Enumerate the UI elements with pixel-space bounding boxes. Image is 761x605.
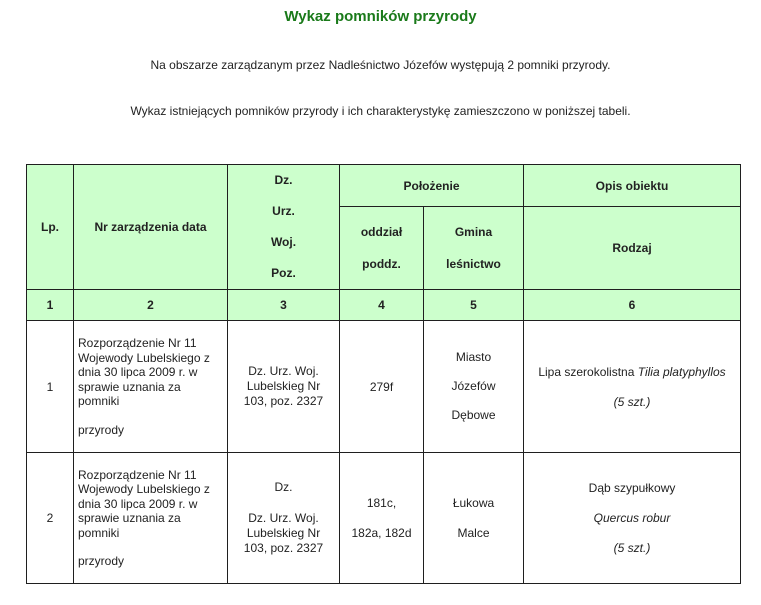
- column-number-row: [27, 290, 741, 321]
- column-number: 4: [340, 290, 424, 321]
- row-rodzaj-plain: Dąb szypułkowy: [588, 481, 676, 495]
- row-oddzial-line: 182a, 182d: [351, 526, 412, 540]
- row-gmina-line: Józefów: [451, 379, 496, 393]
- header-lesnictwo-line: leśnictwo: [446, 257, 501, 271]
- header-poddz-line: poddz.: [362, 257, 401, 271]
- row-nr-tail: przyrody: [78, 422, 125, 437]
- row-nr-tail: przyrody: [78, 554, 125, 568]
- row-lp: 1: [27, 321, 74, 453]
- row-oddzial: 279f: [340, 321, 424, 453]
- row-lp: 2: [27, 453, 74, 584]
- row-rodzaj-count: (5 szt.): [613, 394, 651, 409]
- header-dz-urz-woj-poz: [228, 165, 340, 290]
- intro-paragraph-table: Wykaz istniejących pomników przyrody i ich charakterystykę zamieszczono w poniższej tabeli.: [130, 104, 631, 118]
- row-oddzial-line: 181c,: [366, 496, 397, 510]
- header-gmina-line: Gmina: [454, 225, 493, 239]
- column-number: 5: [424, 290, 524, 321]
- table-row: [27, 321, 741, 453]
- row-rodzaj-plain: Lipa szerokolistna: [538, 364, 638, 379]
- column-number: 1: [27, 290, 74, 321]
- row-rodzaj-latin: Quercus robur: [593, 511, 671, 525]
- row-gmina-line: Dębowe: [451, 408, 496, 422]
- intro-paragraph-count: Na obszarze zarządzanym przez Nadleśnictwo Józefów występują 2 pomniki przyrody.: [150, 58, 611, 72]
- monuments-table: [26, 164, 741, 584]
- header-oddzial-line: oddział: [360, 225, 403, 239]
- header-woj-line: Woj.: [270, 235, 297, 249]
- column-number: 6: [524, 290, 741, 321]
- row-gmina: [424, 453, 524, 584]
- row-gmina-line: Łukowa: [452, 496, 495, 510]
- header-oddzial-poddz: [340, 207, 424, 290]
- header-row-top: [27, 165, 741, 207]
- column-number: 2: [74, 290, 228, 321]
- header-polozenie: Położenie: [340, 165, 524, 207]
- header-lp: Lp.: [27, 165, 74, 290]
- header-gmina-lesnictwo: [424, 207, 524, 290]
- row-nr-zarzadzenia: [74, 321, 228, 453]
- header-opis-obiektu: Opis obiektu: [524, 165, 741, 207]
- row-rodzaj-latin: Tilia platyphyllos: [637, 364, 726, 379]
- table-row: [27, 453, 741, 584]
- header-dz-line: Dz.: [274, 173, 293, 187]
- row-gmina: [424, 321, 524, 453]
- row-dz-urz: [228, 453, 340, 584]
- header-urz-line: Urz.: [272, 204, 295, 218]
- header-poz-line: Poz.: [271, 266, 296, 280]
- row-dz-urz: Dz. Urz. Woj. Lubelskieg Nr 103, poz. 2327: [228, 321, 340, 453]
- row-gmina-line: Miasto: [455, 350, 492, 364]
- page-title: Wykaz pomników przyrody: [284, 8, 477, 25]
- row-dz-text: Dz. Urz. Woj. Lubelskieg Nr 103, poz. 2327: [243, 511, 324, 555]
- row-rodzaj: [524, 321, 741, 453]
- row-nr-main: Rozporządzenie Nr 11 Wojewody Lubelskiego z dnia 30 lipca 2009 r. w sprawie uznania za pomniki: [78, 467, 210, 540]
- header-nr-zarzadzenia: Nr zarządzenia data: [74, 165, 228, 290]
- row-nr-zarzadzenia: [74, 453, 228, 584]
- header-rodzaj: Rodzaj: [524, 207, 741, 290]
- row-rodzaj-species: [524, 357, 740, 387]
- column-number: 3: [228, 290, 340, 321]
- row-rodzaj: [524, 453, 741, 584]
- row-rodzaj-count: (5 szt.): [613, 541, 651, 555]
- row-dz-top: Dz.: [274, 480, 293, 494]
- row-gmina-line: Malce: [457, 526, 490, 540]
- row-oddzial: [340, 453, 424, 584]
- row-nr-main: Rozporządzenie Nr 11 Wojewody Lubelskiego z dnia 30 lipca 2009 r. w sprawie uznania za pomniki: [78, 336, 210, 408]
